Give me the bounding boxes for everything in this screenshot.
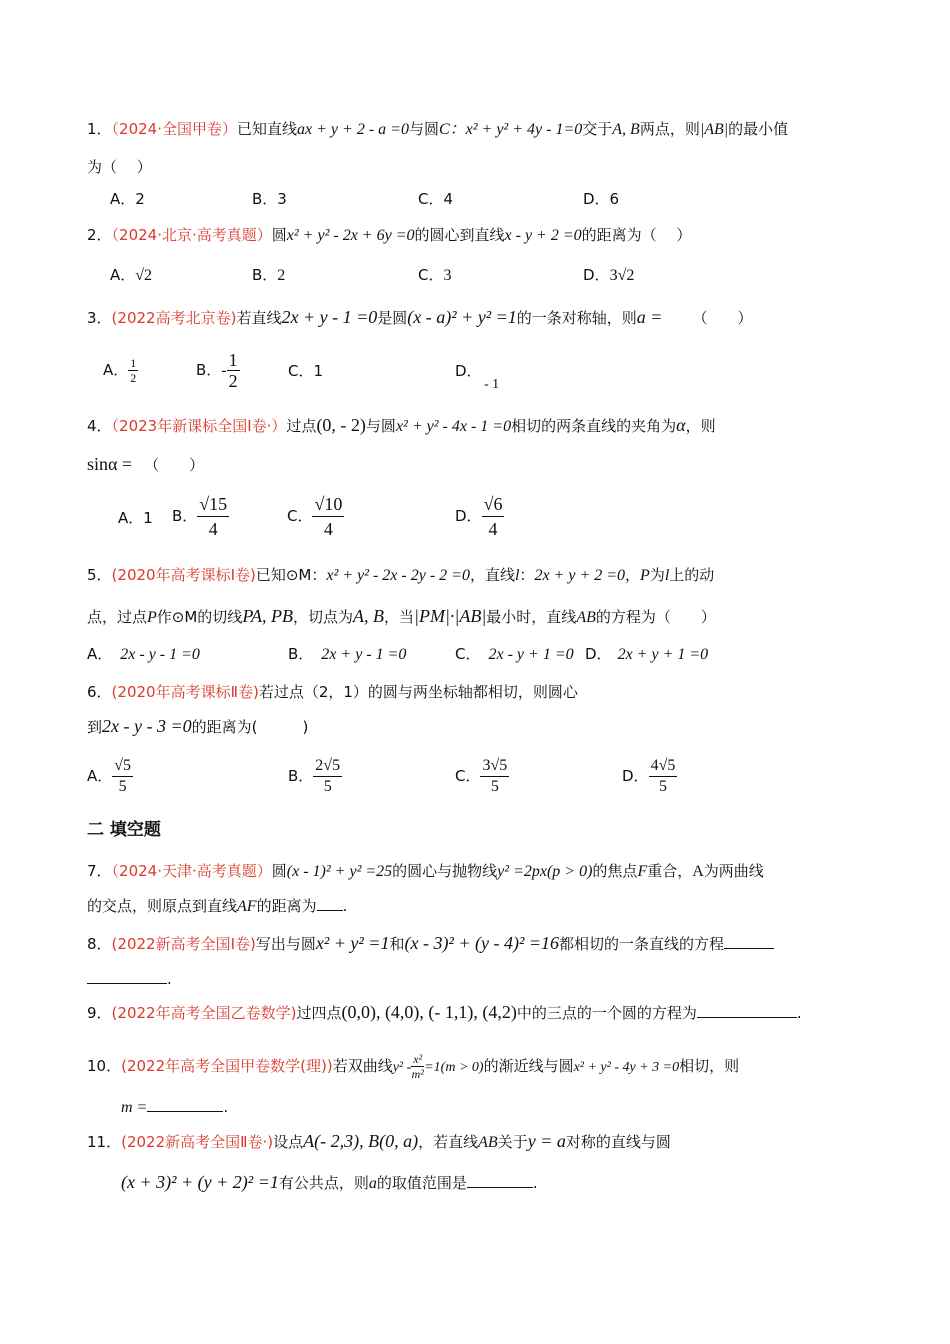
q4-circle-eq: x² + y² - 4x - 1 =0 bbox=[395, 418, 512, 435]
q6-option-c-frac bbox=[480, 756, 509, 797]
frac-num: √5 bbox=[112, 756, 133, 777]
q10-eq-rest: =1(m > 0) bbox=[424, 1060, 484, 1075]
frac-den: 4 bbox=[208, 519, 218, 539]
q6-text: 到 bbox=[87, 718, 103, 736]
frac-num: x² bbox=[413, 1052, 423, 1066]
frac-den: 4 bbox=[323, 519, 333, 539]
option-letter: B． bbox=[172, 507, 198, 525]
option-letter: C． bbox=[288, 362, 314, 380]
q4-text: 与圆 bbox=[365, 417, 396, 435]
q10-text: . bbox=[223, 1098, 229, 1116]
q11-text: . bbox=[532, 1174, 538, 1192]
q9-text: 过四点 bbox=[296, 1004, 342, 1022]
frac-den: m² bbox=[411, 1067, 424, 1081]
q2-source: （2024·北京·高考真题） bbox=[111, 226, 272, 244]
q4-line1 bbox=[87, 414, 716, 438]
q6-line-eq: 2x - y - 3 =0 bbox=[102, 716, 192, 736]
q4-source: （2023年新课标全国Ⅰ卷·） bbox=[111, 417, 287, 435]
q6-line2 bbox=[87, 715, 308, 738]
q3-option-a bbox=[103, 356, 138, 385]
option-value: √2 bbox=[135, 267, 153, 284]
q1-text: 已知直线 bbox=[237, 120, 298, 138]
q8-text: 都相切的一条直线的方程 bbox=[559, 935, 725, 953]
option-letter: B． bbox=[252, 266, 278, 284]
q5-option-c bbox=[455, 643, 574, 666]
q9-text: . bbox=[796, 1004, 802, 1022]
q4-text: 相切的两条直线的夹角为 bbox=[511, 417, 677, 435]
q6-option-d-frac bbox=[649, 756, 678, 797]
option-letter: A． bbox=[110, 266, 136, 284]
q3-var: a = bbox=[636, 307, 663, 327]
q5-text: ，切点为 bbox=[292, 608, 353, 626]
q2-line-eq: x - y + 2 =0 bbox=[504, 227, 582, 244]
option-letter: D． bbox=[585, 645, 612, 663]
q6-line1 bbox=[87, 681, 578, 703]
option-letter: D． bbox=[455, 362, 482, 380]
q4-option-a bbox=[118, 507, 153, 529]
q5-text: ，当 bbox=[384, 608, 415, 626]
q4-alpha: α bbox=[676, 415, 686, 435]
q4-option-d-frac bbox=[482, 492, 505, 541]
q7-text: 重合， bbox=[647, 862, 693, 880]
frac-num: √6 bbox=[482, 492, 505, 517]
frac-num: 4√5 bbox=[649, 756, 678, 777]
q11-a: a bbox=[368, 1175, 377, 1192]
q3-option-a-frac bbox=[128, 356, 138, 385]
q8-circle2-eq: (x - 3)² + (y - 4)² =16 bbox=[404, 933, 559, 953]
frac-den: 5 bbox=[323, 778, 332, 795]
q5-text: 上的动 bbox=[669, 566, 715, 584]
q3-number: 3． bbox=[87, 309, 112, 327]
frac-den: 4 bbox=[488, 519, 498, 539]
q3-option-d-value: - 1 bbox=[484, 377, 500, 392]
q5-l: l bbox=[514, 567, 520, 584]
option-letter: C． bbox=[287, 507, 313, 525]
q1-text: 交于 bbox=[582, 120, 613, 138]
option-value: 3 bbox=[443, 267, 452, 284]
q4-option-b-frac bbox=[197, 492, 229, 541]
q8-answer-blank-cont[interactable] bbox=[87, 969, 167, 984]
q3-option-b-frac bbox=[227, 350, 240, 391]
q5-p: P bbox=[147, 609, 157, 626]
q5-text: 已知⊙M： bbox=[255, 566, 327, 584]
q5-text: 作⊙M的切线 bbox=[156, 608, 243, 626]
q1-text: 与圆 bbox=[408, 120, 439, 138]
q9-number: 9． bbox=[87, 1004, 112, 1022]
option-value: 2x - y + 1 =0 bbox=[488, 646, 574, 663]
q11-text: ，若直线 bbox=[418, 1133, 479, 1151]
q3-line1 bbox=[87, 306, 752, 329]
q11-text: 有公共点，则 bbox=[278, 1174, 369, 1192]
option-letter: B． bbox=[196, 361, 222, 379]
q9-points: (0,0), (4,0), (- 1,1), (4,2) bbox=[341, 1002, 517, 1022]
q5-text: 的方程为（ ） bbox=[595, 608, 716, 626]
q10-line2 bbox=[121, 1096, 228, 1119]
option-value: 1 bbox=[143, 509, 153, 527]
q3-option-d bbox=[455, 360, 482, 382]
q10-text: 相切，则 bbox=[679, 1057, 740, 1075]
q10-m: m = bbox=[121, 1099, 148, 1116]
q7-circle-eq: (x - 1)² + y² =25 bbox=[286, 863, 393, 880]
q5-option-a bbox=[87, 643, 200, 666]
q1-line1 bbox=[87, 118, 788, 141]
q1-option-b: B．3 bbox=[252, 190, 287, 208]
q7-text: 的焦点 bbox=[592, 862, 638, 880]
q7-line1 bbox=[87, 860, 764, 883]
q6-option-c bbox=[455, 756, 509, 797]
q11-answer-blank[interactable] bbox=[467, 1173, 533, 1188]
option-letter: C． bbox=[455, 767, 481, 785]
q3-paren: （ ） bbox=[692, 309, 753, 327]
q9-answer-blank[interactable] bbox=[697, 1003, 797, 1018]
option-value: 3√2 bbox=[609, 267, 635, 284]
q6-option-b bbox=[288, 756, 342, 797]
q8-number: 8． bbox=[87, 935, 112, 953]
q5-text: 最小时，直线 bbox=[486, 608, 577, 626]
q1-line2: 为（ ） bbox=[87, 158, 152, 176]
q3-source: (2022高考北京卷) bbox=[111, 309, 237, 327]
q4-number: 4． bbox=[87, 417, 112, 435]
q4-option-c bbox=[287, 492, 344, 541]
frac-num: 3√5 bbox=[480, 756, 509, 777]
q3-option-c bbox=[288, 360, 323, 382]
q5-source: (2020年高考课标Ⅰ卷) bbox=[111, 566, 256, 584]
q3-text: 是圆 bbox=[377, 309, 408, 327]
q10-line1 bbox=[87, 1052, 739, 1081]
option-value: 2 bbox=[277, 267, 286, 284]
q11-line2 bbox=[121, 1171, 538, 1195]
q5-l: l bbox=[664, 567, 670, 584]
q1-line-eq: ax + y + 2 - a =0 bbox=[297, 121, 409, 138]
q4-paren: （ ） bbox=[144, 456, 205, 474]
option-letter: A． bbox=[103, 361, 129, 379]
q1-text: 的最小值 bbox=[728, 120, 789, 138]
frac-num: 1 bbox=[228, 350, 238, 370]
q11-circle-eq: (x + 3)² + (y + 2)² =1 bbox=[121, 1172, 279, 1192]
q5-p: P bbox=[640, 567, 650, 584]
frac-den: 5 bbox=[490, 778, 499, 795]
q4-text: 过点 bbox=[286, 417, 317, 435]
q1-option-c: C．4 bbox=[418, 190, 454, 208]
q8-source: (2022新高考全国Ⅰ卷) bbox=[111, 935, 256, 953]
q4-option-b bbox=[172, 492, 229, 541]
q4-point: (0, - 2) bbox=[316, 415, 366, 435]
option-value: 2x + y - 1 =0 bbox=[321, 646, 407, 663]
q7-line2 bbox=[87, 895, 347, 918]
option-sign: - bbox=[221, 362, 227, 379]
option-letter: A． bbox=[87, 645, 113, 663]
q8-text: 写出与圆 bbox=[255, 935, 316, 953]
option-value: 2x - y - 1 =0 bbox=[120, 646, 200, 663]
q1-ab: |AB| bbox=[699, 121, 729, 138]
q7-source: （2024·天津·高考真题） bbox=[111, 862, 272, 880]
option-letter: D． bbox=[583, 266, 610, 284]
q1-option-d: D．6 bbox=[583, 190, 620, 208]
q5-text: ，直线 bbox=[469, 566, 515, 584]
q11-source: (2022新高考全国Ⅱ卷·) bbox=[121, 1133, 274, 1151]
frac-den: 2 bbox=[228, 371, 238, 391]
q11-text: 关于 bbox=[497, 1133, 528, 1151]
q9-line1 bbox=[87, 1001, 802, 1024]
q11-points: A(- 2,3), B(0, a) bbox=[303, 1131, 419, 1151]
q7-af: AF bbox=[237, 898, 257, 915]
q5-text: ， bbox=[625, 566, 641, 584]
q10-text: 的渐近线与圆 bbox=[483, 1057, 574, 1075]
q10-answer-blank[interactable] bbox=[147, 1097, 223, 1112]
option-value: 1 bbox=[313, 362, 324, 380]
q9-text: 中的三点的一个圆的方程为 bbox=[516, 1004, 697, 1022]
q11-text: 对称的直线与圆 bbox=[565, 1133, 671, 1151]
q7-text: 的交点，则原点到直线 bbox=[87, 897, 238, 915]
q1-text: 两点，则 bbox=[639, 120, 700, 138]
q4-sin-alpha: sinα = bbox=[87, 454, 133, 474]
q10-frac bbox=[411, 1052, 424, 1081]
q1-option-a: A．2 bbox=[110, 190, 145, 208]
section-heading: 二 填空题 bbox=[87, 820, 161, 840]
q10-source: (2022年高考全国甲卷数学(理)) bbox=[121, 1057, 333, 1075]
q1-points: A, B bbox=[612, 121, 640, 138]
q11-ab: AB bbox=[478, 1134, 498, 1151]
q5-product: |PM|·|AB| bbox=[414, 606, 487, 626]
q1-source: （2024·全国甲卷） bbox=[111, 120, 237, 138]
frac-num: √10 bbox=[312, 492, 344, 517]
q3-line-eq: 2x + y - 1 =0 bbox=[281, 307, 378, 327]
q7-f: F bbox=[637, 863, 648, 880]
q11-line1 bbox=[87, 1130, 671, 1154]
q8-circle1-eq: x² + y² =1 bbox=[315, 933, 390, 953]
q4-line2 bbox=[87, 453, 204, 476]
q8-text: 和 bbox=[389, 935, 405, 953]
q10-text: 若双曲线 bbox=[332, 1057, 393, 1075]
q3-text: 若直线 bbox=[236, 309, 282, 327]
q7-text: 圆 bbox=[271, 862, 287, 880]
q6-option-d bbox=[622, 756, 677, 797]
q2-text: 圆 bbox=[271, 226, 287, 244]
q2-number: 2． bbox=[87, 226, 112, 244]
option-letter: A． bbox=[118, 509, 144, 527]
q3-circle-eq: (x - a)² + y² =1 bbox=[407, 307, 517, 327]
q5-line1 bbox=[87, 564, 714, 587]
option-letter: B． bbox=[288, 645, 314, 663]
q1-circle-eq: C：x² + y² + 4y - 1=0 bbox=[438, 121, 583, 138]
q5-text: 点，过点 bbox=[87, 608, 148, 626]
q11-y-eq-a: y = a bbox=[527, 1131, 566, 1151]
q6-text: 的距离为( ) bbox=[191, 718, 309, 736]
q5-line-eq: 2x + y + 2 =0 bbox=[534, 567, 626, 584]
q6-source: (2020年高考课标Ⅱ卷) bbox=[111, 683, 259, 701]
q5-line2 bbox=[87, 605, 716, 629]
q2-text: 的距离为（ ） bbox=[581, 226, 692, 244]
q10-number: 10． bbox=[87, 1057, 122, 1075]
q2-option-b bbox=[252, 264, 285, 287]
option-letter: B． bbox=[288, 767, 314, 785]
q5-circle-eq: x² + y² - 2x - 2y - 2 =0 bbox=[326, 567, 470, 584]
q4-option-d bbox=[455, 492, 504, 541]
q4-option-c-frac bbox=[312, 492, 344, 541]
frac-den: 5 bbox=[118, 778, 127, 795]
q3-option-b bbox=[196, 350, 240, 391]
option-letter: D． bbox=[622, 767, 649, 785]
q7-text: 为两曲线 bbox=[703, 862, 764, 880]
frac-num: 1 bbox=[130, 356, 137, 370]
option-value: 2x + y + 1 =0 bbox=[617, 646, 709, 663]
q2-text: 的圆心到直线 bbox=[414, 226, 505, 244]
q5-number: 5． bbox=[87, 566, 112, 584]
q5-ab-line: AB bbox=[576, 609, 596, 626]
q6-number: 6． bbox=[87, 683, 112, 701]
q5-text: ： bbox=[519, 566, 535, 584]
q7-a: A bbox=[692, 863, 704, 880]
q9-source: (2022年高考全国乙卷数学) bbox=[111, 1004, 297, 1022]
q5-ab: A, B bbox=[353, 606, 384, 626]
q7-parabola-eq: y² =2px(p > 0) bbox=[497, 863, 593, 880]
q7-text: . bbox=[342, 897, 348, 915]
frac-den: 2 bbox=[130, 371, 137, 385]
q8-line2 bbox=[87, 968, 172, 990]
q8-line1 bbox=[87, 932, 774, 955]
q2-line1 bbox=[87, 224, 691, 247]
q6-option-a-frac bbox=[112, 756, 133, 797]
q5-option-d bbox=[585, 643, 708, 666]
option-letter: C． bbox=[455, 645, 481, 663]
q7-text: 的距离为 bbox=[256, 897, 317, 915]
q4-text: ，则 bbox=[685, 417, 716, 435]
frac-den: 5 bbox=[658, 778, 667, 795]
q7-text: 的圆心与抛物线 bbox=[392, 862, 498, 880]
q11-number: 11． bbox=[87, 1133, 122, 1151]
q6-option-a bbox=[87, 756, 133, 797]
q3-text: 的一条对称轴，则 bbox=[516, 309, 637, 327]
q10-circle-eq: x² + y² - 4y + 3 =0 bbox=[573, 1060, 680, 1075]
q5-option-b bbox=[288, 643, 406, 666]
q8-answer-blank[interactable] bbox=[724, 934, 774, 949]
frac-num: √15 bbox=[197, 492, 229, 517]
q1-number: 1． bbox=[87, 120, 112, 138]
q11-text: 的取值范围是 bbox=[376, 1174, 467, 1192]
q2-option-a bbox=[110, 264, 152, 287]
q2-option-d bbox=[583, 264, 634, 287]
q6-option-b-frac bbox=[313, 756, 342, 797]
q2-option-c bbox=[418, 264, 451, 287]
q7-number: 7． bbox=[87, 862, 112, 880]
option-letter: D． bbox=[455, 507, 482, 525]
q5-text: 为 bbox=[649, 566, 665, 584]
option-letter: A． bbox=[87, 767, 113, 785]
q6-text: 若过点（2，1）的圆与两坐标轴都相切，则圆心 bbox=[258, 683, 578, 701]
q11-text: 设点 bbox=[273, 1133, 304, 1151]
q5-pa-pb: PA, PB bbox=[242, 606, 293, 626]
q8-text: . bbox=[167, 970, 172, 988]
q10-y2: y² - bbox=[392, 1060, 412, 1075]
option-letter: C． bbox=[418, 266, 444, 284]
q2-circle-eq: x² + y² - 2x + 6y =0 bbox=[286, 227, 415, 244]
q7-answer-blank[interactable] bbox=[317, 896, 343, 911]
frac-num: 2√5 bbox=[313, 756, 342, 777]
